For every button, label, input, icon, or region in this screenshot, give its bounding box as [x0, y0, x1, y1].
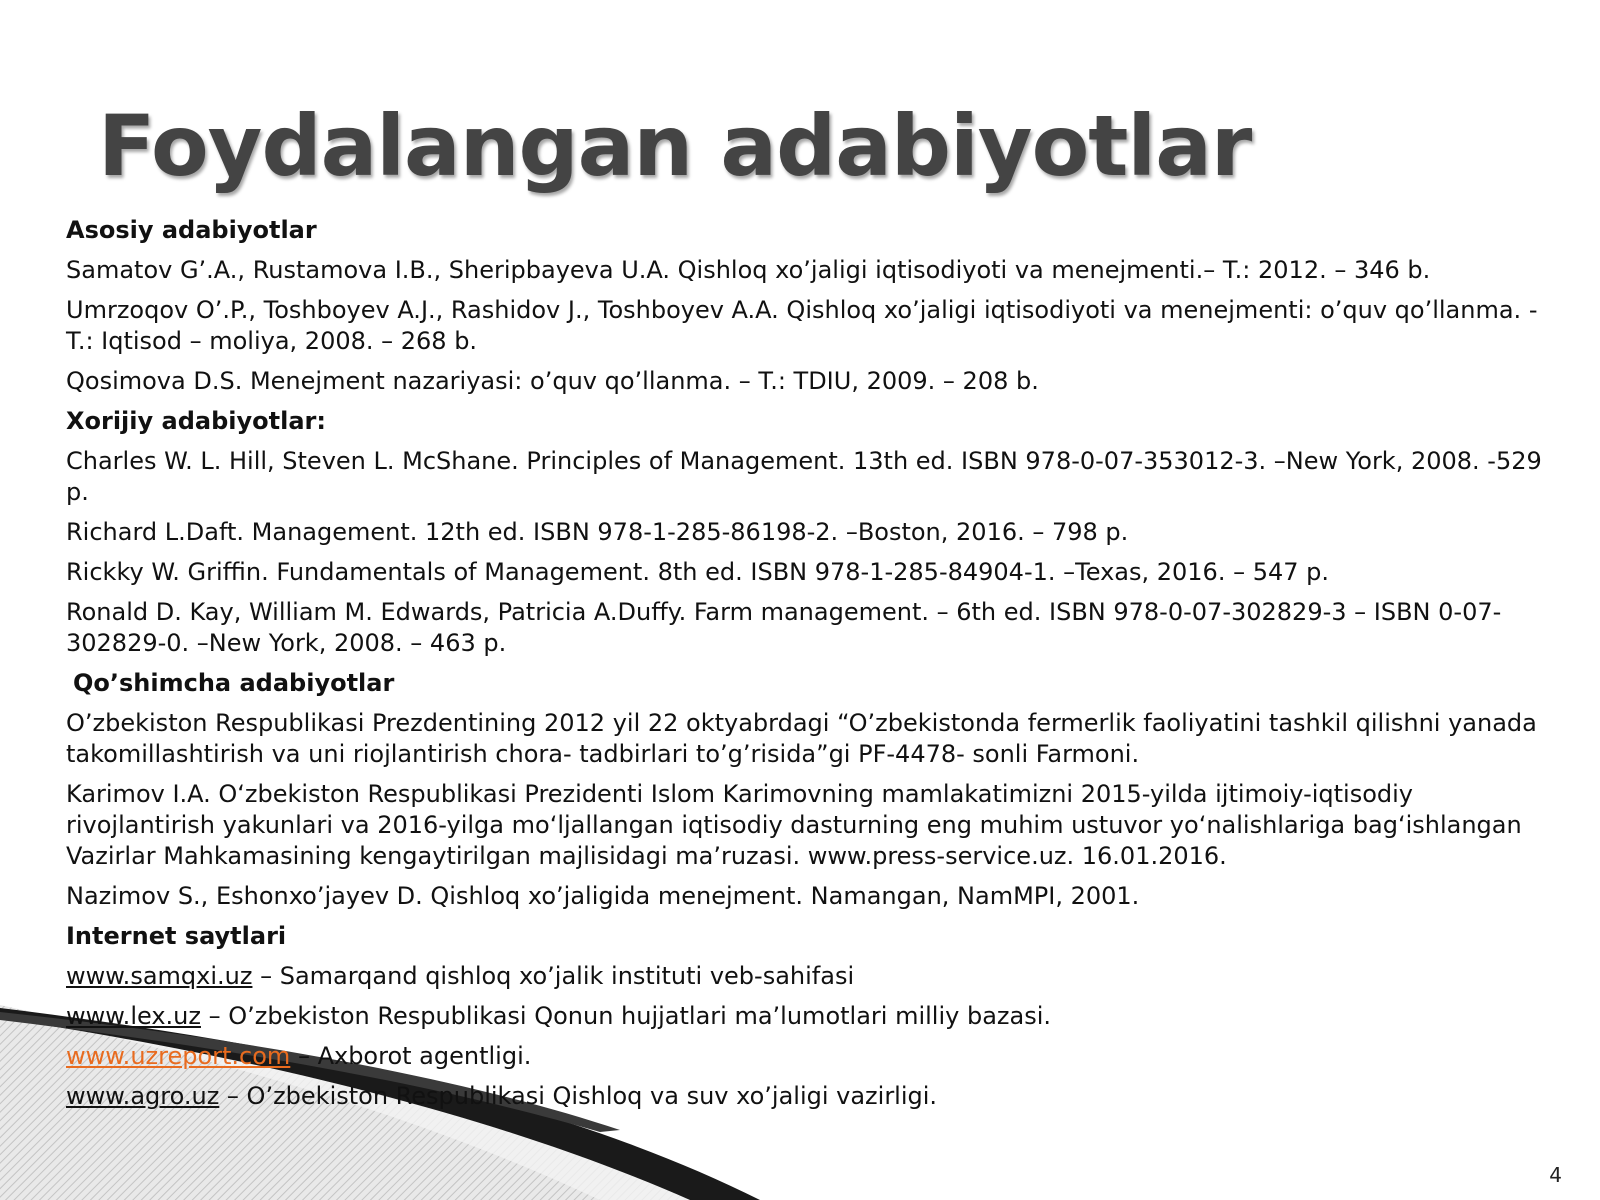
website-link-uzreport[interactable]: www.uzreport.com [66, 1042, 291, 1070]
reference-item: Charles W. L. Hill, Steven L. McShane. Principles of Management. 13th ed. ISBN 978-0-07-353012-3. –New York, 2008. -529 p. [66, 447, 1542, 506]
section-heading-additional: Qo’shimcha adabiyotlar [73, 669, 395, 697]
website-item [66, 1001, 1561, 1032]
website-description: – O’zbekiston Respublikasi Qonun hujjatlari ma’lumotlari milliy bazasi. [200, 1002, 1051, 1030]
website-description: – O’zbekiston Respublikasi Qishloq va suv xo’jaligi vazirligi. [219, 1082, 938, 1110]
reference-item: O’zbekiston Respublikasi Prezdentining 2012 yil 22 oktyabrdagi “O’zbekistonda fermerlik faoliyatini tashkil qilishni yanada takomillashtirish va uni riojlantirish chora- tadbirlari to’g’risida”gi PF-4478- sonli Farmoni. [66, 709, 1537, 768]
website-link-agro[interactable]: www.agro.uz [66, 1082, 220, 1110]
reference-item: Rickky W. Griffin. Fundamentals of Management. 8th ed. ISBN 978-1-285-84904-1. –Texas, 2016. – 547 p. [66, 558, 1329, 586]
reference-item: Umrzoqov O’.P., Toshboyev A.J., Rashidov J., Toshboyev A.A. Qishloq xo’jaligi iqtisodiyoti va menejmenti: o’quv qo’llanma. - T.: Iqtisod – moliya, 2008. – 268 b. [66, 296, 1538, 355]
website-item [66, 1041, 1561, 1072]
website-description: – Axborot agentligi. [290, 1042, 532, 1070]
website-link-samqxi[interactable]: www.samqxi.uz [66, 962, 253, 990]
references-content [66, 215, 1561, 1121]
page-number: 4 [1549, 1163, 1562, 1187]
reference-item: Ronald D. Kay, William M. Edwards, Patricia A.Duffy. Farm management. – 6th ed. ISBN 978-0-07-302829-3 – ISBN 0-07-302829-0. –New York, 2008. – 463 p. [66, 598, 1502, 657]
section-heading-main: Asosiy adabiyotlar [66, 216, 317, 244]
website-item [66, 1081, 1561, 1112]
reference-item: Karimov I.A. O‘zbekiston Respublikasi Prezidenti Islom Karimovning mamlakatimizni 2015-yilda ijtimoiy-iqtisodiy rivojlantirish yakunlari va 2016-yilga mo‘ljallangan iqtisodiy dasturning eng muhim ustuvor yo‘nalishlariga bag‘ishlangan Vazirlar Mahkamasining kengaytirilgan majlisidagi ma’ruzasi. www.press-service.uz. 16.01.2016. [66, 780, 1522, 870]
section-heading-foreign: Xorijiy adabiyotlar: [66, 407, 326, 435]
reference-item: Samatov G’.A., Rustamova I.B., Sheripbayeva U.A. Qishloq xo’jaligi iqtisodiyoti va menejmenti.– T.: 2012. – 346 b. [66, 256, 1431, 284]
reference-item: Nazimov S., Eshonxo’jayev D. Qishloq xo’jaligida menejment. Namangan, NamMPI, 2001. [66, 882, 1140, 910]
website-link-lex[interactable]: www.lex.uz [66, 1002, 201, 1030]
slide-title: Foydalangan adabiyotlar [98, 97, 1252, 195]
website-item [66, 961, 1561, 992]
website-description: – Samarqand qishloq xo’jalik instituti veb-sahifasi [252, 962, 855, 990]
reference-item: Richard L.Daft. Management. 12th ed. ISBN 978-1-285-86198-2. –Boston, 2016. – 798 p. [66, 518, 1129, 546]
section-heading-internet: Internet saytlari [66, 922, 287, 950]
reference-item: Qosimova D.S. Menejment nazariyasi: o’quv qo’llanma. – T.: TDIU, 2009. – 208 b. [66, 367, 1039, 395]
